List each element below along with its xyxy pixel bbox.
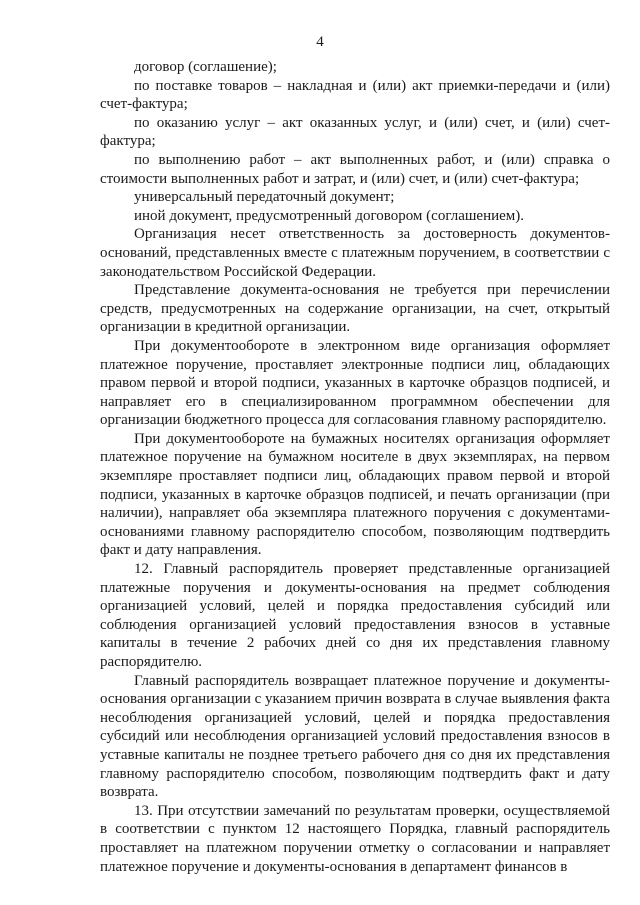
paragraph-paper-workflow: При документообороте на бумажных носителях организация оформляет платежное поручение на бумажном носителе в двух экземплярах, на первом экземпляре проставляет подписи лиц, обладающих правом первой и второй подписи, указанных в карточке образцов подписей, и печать организации (при наличии), направляет оба экземпляра платежного поручения с документами-основаниями главному распорядителю способом, позволяющим подтвердить факт и дату направления. — [100, 430, 610, 559]
paragraph-contract: договор (соглашение); — [134, 59, 277, 75]
paragraph-13-approval: 13. При отсутствии замечаний по результатам проверки, осуществляемой в соответствии с пунктом 12 настоящего Порядка, главный распорядитель проставляет на платежном поручении отметку о согласовании и направляет платежное поручение и документы-основания в департамент финансов в — [100, 802, 610, 875]
paragraph-12-verification: 12. Главный распорядитель проверяет представленные организацией платежные поручения и документы-основания на предмет соблюдения организацией условий, целей и порядка предоставления субсидий или соблюдения организацией условий предоставления взносов в уставные капиталы в течение 2 рабочих дней со дня их представления главному распорядителю. — [100, 561, 610, 670]
paragraph-no-document-required: Представление документа-основания не требуется при перечислении средств, предусмотренных на содержание организации, на счет, открытый организации в кредитной организации. — [100, 282, 610, 336]
paragraph-electronic-workflow: При документообороте в электронном виде организация оформляет платежное поручение, проставляет электронные подписи лиц, обладающих правом первой и второй подписи, указанных в карточке образцов подписей, и направляет его в специализированном программном обеспечении для организации бюджетного процесса для согласования главному распорядителю. — [100, 337, 610, 429]
paragraph-other-document: иной документ, предусмотренный договором (соглашением). — [134, 207, 525, 224]
paragraph-responsibility: Организация несет ответственность за достоверность документов-оснований, представленных вместе с платежным поручением, в соответствии с законодательством Российской Федерации. — [100, 226, 610, 280]
paragraph-works: по выполнению работ – акт выполненных работ, и (или) справка о стоимости выполненных работ и затрат, и (или) счет, и (или) счет-фактура; — [100, 151, 610, 187]
paragraph-services: по оказанию услуг – акт оказанных услуг, и (или) счет, и (или) счет-фактура; — [100, 114, 610, 150]
document-body — [100, 58, 610, 876]
page-number: 4 — [316, 34, 324, 50]
paragraph-universal-document: универсальный передаточный документ; — [134, 189, 395, 206]
paragraph-return: Главный распорядитель возвращает платежное поручение и документы-основания организации с указанием причин возврата в случае выявления факта несоблюдения организацией условий, целей и порядка предоставления субсидий или несоблюдения организацией условий предоставления взносов в уставные капиталы не позднее третьего рабочего дня со дня их представления главному распорядителю способом, позволяющим подтвердить факт и дату возврата. — [100, 672, 610, 801]
paragraph-goods-supply: по поставке товаров – накладная и (или) акт приемки-передачи и (или) счет-фактура; — [100, 77, 610, 113]
